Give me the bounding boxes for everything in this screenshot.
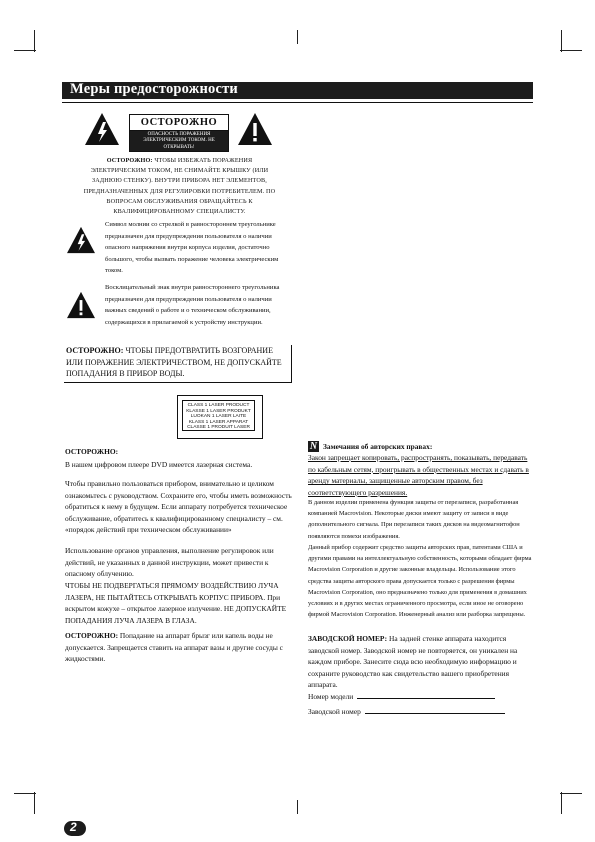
serial-number-body: На задней стенке аппарата находится заводской номер. Заводской номер не повторяется, он уникален на каждом приборе. Занесите сюда всю необходимую информацию и сохраните руководство как свидетельство вашего приобретения аппарата. [308,634,518,690]
model-number-row [308,690,536,703]
crop-mark [561,792,562,814]
laser-product-label [177,395,263,439]
crop-mark [34,792,35,814]
serial-number-label: Заводской номер [308,707,361,716]
laser-paragraph-1: В нашем цифровом плеере DVD имеется лазерная система. [65,460,253,469]
serial-number-row [308,705,536,718]
shock-warning-text [82,156,277,217]
crop-mark [560,50,582,51]
water-caution-lead: ОСТОРОЖНО: [65,631,119,640]
warning-lead: ОСТОРОЖНО: [106,157,153,164]
laser-label-line: KLASSE 1 LASER PRODUKT [186,408,251,414]
crop-mark [14,50,36,51]
note-icon: N [309,441,318,452]
crop-mark [560,793,582,794]
fire-warning-body: ЧТОБЫ ПРЕДОТВРАТИТЬ ВОЗГОРАНИЕ ИЛИ ПОРАЖЕНИЕ ЭЛЕКТРИЧЕСТВОМ, НЕ ДОПУСКАЙТЕ ПОПАДАНИЯ В ПРИБОР ВОДЫ. [66,346,282,378]
copyright-law-notice: Закон запрещает копировать, распространять, показывать, передавать по кабельным сетям, проигрывать в общественных местах и сдавать в аренду материалы, защищенные авторским правом, без соответствующего разрешения. [308,453,529,497]
laser-label-line: CLASS 1 LASER PRODUCT [187,403,250,408]
laser-label-line: KLASS 1 LASER APPARAT [188,419,249,425]
crop-mark [34,30,35,52]
laser-paragraph-4: ЧТОБЫ НЕ ПОДВЕРГАТЬСЯ ПРЯМОМУ ВОЗДЕЙСТВИЮ ЛУЧА ЛАЗЕРА, НЕ ПЫТАЙТЕСЬ ОТКРЫВАТЬ КОРПУС ПРИБОРА. При вскрытом кожухе – открытое лазерное излучение. НЕ ДОПУСКАЙТЕ ПОПАДАНИЯ ЛУЧА ЛАЗЕРА В ГЛАЗА. [65,581,287,625]
registration-tick [297,30,298,44]
crop-mark [14,793,36,794]
fire-warning-lead: ОСТОРОЖНО: [66,346,124,355]
serial-number-lead: ЗАВОДСКОЙ НОМЕР: [308,634,388,643]
crop-mark [561,30,562,52]
exclamation-triangle-icon [66,291,96,319]
caution-label-subtext: ОПАСНОСТЬ ПОРАЖЕНИЯ ЭЛЕКТРИЧЕСКИМ ТОКОМ. НЕ ОТКРЫВАТЬ! [130,131,228,151]
lightning-triangle-icon [84,112,120,146]
lightning-symbol-explanation: Символ молнии со стрелкой в равностороннем треугольнике предназначен для предупреждения пользователя о наличии опасного напряжения внутри корпуса изделия, достаточно большого, чтобы вызвать поражение человека электрическим током. [105,221,279,274]
page-number: 2 [70,820,77,834]
caution-label-heading: ОСТОРОЖНО [130,115,228,131]
registration-tick [297,800,298,814]
laser-label-line: LUOKAN 1 LASER LAITE [190,414,247,420]
exclamation-triangle-icon [237,112,273,146]
header-rule [62,102,533,103]
laser-caution-heading: ОСТОРОЖНО: [65,447,119,456]
copyright-heading: Замечания об авторских правах: [323,442,433,451]
serial-number-paragraph [308,633,536,691]
model-number-label: Номер модели [308,692,354,701]
fire-warning-box [64,345,292,383]
laser-label-line: CLASSE 1 PRODUIT LASER [187,425,250,431]
exclamation-symbol-explanation: Восклицательный знак внутри равностороннего треугольника предназначен для предупреждения пользователя о наличии важных сведений о работе и о техническом обслуживании, содержащихся в прилагаемой к устройству инструкции. [105,284,280,326]
model-number-field[interactable] [357,690,495,699]
water-caution-paragraph [65,630,297,665]
laser-paragraph-3: Использование органов управления, выполнение регулировок или действий, не указанных в данной инструкции, может привести к опасному облучению. [65,546,274,579]
lightning-triangle-icon [66,226,96,254]
laser-label-inner [182,400,255,431]
macrovision-paragraph-1: В данном изделии применена функция защиты от перезаписи, разработанная компанией Macrovision. Некоторые диски имеют защиту от записи в виде дополнительного сигнала. При перезаписи таких дисков на видеомагнитофон появляются помехи изображения. [308,499,520,540]
water-caution-body: Попадание на аппарат брызг или капель воды не допускается. Запрещается ставить на аппарат вазы и другие сосуды с жидкостями. [65,631,283,664]
serial-number-field[interactable] [365,705,505,714]
warning-body: ЧТОБЫ ИЗБЕЖАТЬ ПОРАЖЕНИЯ ЭЛЕКТРИЧЕСКИМ ТОКОМ, НЕ СНИМАЙТЕ КРЫШКУ (ИЛИ ЗАДНЮЮ СТЕНКУ). ВНУТРИ ПРИБОРА НЕТ ЭЛЕМЕНТОВ, ПРЕДНАЗНАЧЕННЫХ ДЛЯ РЕГУЛИРОВКИ ПОТРЕБИТЕЛЕМ. ПО ВОПРОСАМ ОБСЛУЖИВАНИЯ ОБРАЩАЙТЕСЬ К КВАЛИФИЦИРОВАННОМУ СПЕЦИАЛИСТУ. [83,157,276,216]
caution-label [129,114,229,152]
page-title: Меры предосторожности [70,81,238,97]
laser-paragraph-2: Чтобы правильно пользоваться прибором, внимательно и целиком ознакомьтесь с руководством. Сохраните его, чтобы иметь возможность обратиться к нему в будущем. Если аппарату потребуется техническое обслуживание, обратитесь к квалифицированному специалисту – см. «порядок действий при техническом обслуживании» [65,479,292,535]
macrovision-paragraph-2: Данный прибор содержит средство защиты авторских прав, патентами США и другими правами на интеллектуальную собственность, которыми обладает фирма Macrovision Corporation и другие законные владельцы. Использование этого средства защиты авторского права допускается только с разрешения фирмы Macrovision Corporation, оно предназначено только для применения в домашних условиях и в других местах ограниченного просмотра, если иное не оговорено фирмой Macrovision Corporation. Инженерный анализ или разборка запрещены. [308,544,532,619]
